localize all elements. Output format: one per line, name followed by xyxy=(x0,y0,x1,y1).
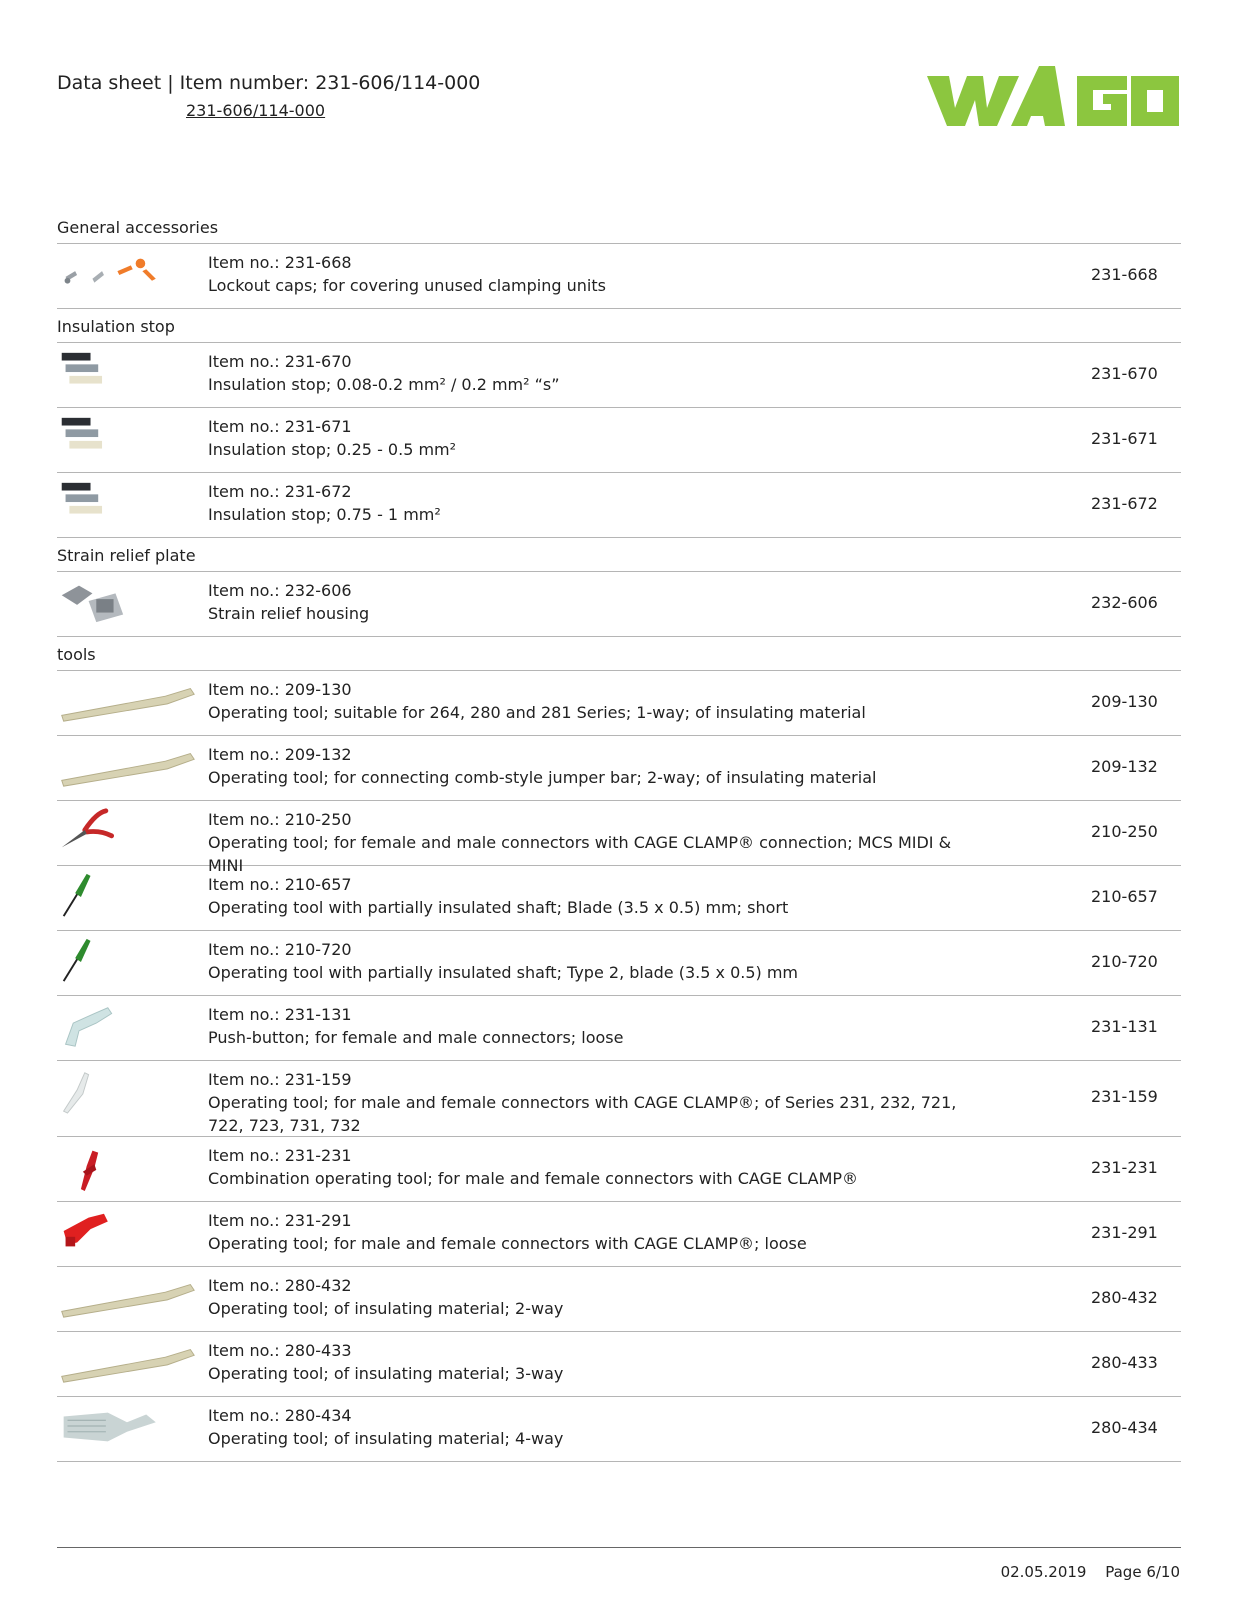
accessory-row xyxy=(57,343,1181,408)
operating-tool-white-icon xyxy=(57,1067,197,1115)
item-number: Item no.: 210-250 xyxy=(208,810,352,829)
item-reference-link[interactable]: 231-131 xyxy=(1091,1017,1158,1036)
item-description: Operating tool; for male and female connectors with CAGE CLAMP®; loose xyxy=(208,1234,807,1253)
item-text xyxy=(208,1003,968,1049)
item-number: Item no.: 231-671 xyxy=(208,417,352,436)
item-description: Operating tool with partially insulated shaft; Type 2, blade (3.5 x 0.5) mm xyxy=(208,963,799,982)
section-heading: tools xyxy=(57,637,1181,671)
accessory-row xyxy=(57,572,1181,637)
footer-date: 02.05.2019 xyxy=(1000,1563,1087,1581)
item-description: Insulation stop; 0.75 - 1 mm² xyxy=(208,505,441,524)
item-number: Item no.: 231-670 xyxy=(208,352,352,371)
item-number: Item no.: 232-606 xyxy=(208,581,352,600)
footer-page-number: Page 6/10 xyxy=(1105,1563,1180,1581)
accessory-row xyxy=(57,736,1181,801)
item-description: Operating tool; for male and female connectors with CAGE CLAMP®; of Series 231, 232, 721, 722, 723, 731, 732 xyxy=(208,1093,957,1135)
item-description: Lockout caps; for covering unused clamping units xyxy=(208,276,606,295)
accessory-row xyxy=(57,1061,1181,1137)
document-title: Data sheet | Item number: 231-606/114-000 xyxy=(57,72,481,94)
item-number-link[interactable]: 231-606/114-000 xyxy=(186,101,326,120)
item-text xyxy=(208,1209,968,1255)
item-description: Operating tool; of insulating material; 3-way xyxy=(208,1364,564,1383)
accessory-row xyxy=(57,866,1181,931)
item-reference-link[interactable]: 280-432 xyxy=(1091,1288,1158,1307)
item-text xyxy=(208,938,968,984)
item-text xyxy=(208,350,968,396)
item-description: Strain relief housing xyxy=(208,604,370,623)
item-reference-link[interactable]: 231-291 xyxy=(1091,1223,1158,1242)
item-reference-link[interactable]: 280-433 xyxy=(1091,1353,1158,1372)
item-reference-link[interactable]: 209-132 xyxy=(1091,757,1158,776)
item-text xyxy=(208,1339,968,1385)
wago-logo xyxy=(927,60,1179,142)
accessory-row xyxy=(57,1332,1181,1397)
accessory-row xyxy=(57,671,1181,736)
item-number: Item no.: 210-720 xyxy=(208,940,352,959)
item-number: Item no.: 231-159 xyxy=(208,1070,352,1089)
item-reference-link[interactable]: 231-671 xyxy=(1091,429,1158,448)
item-number: Item no.: 231-131 xyxy=(208,1005,352,1024)
item-reference-link[interactable]: 210-250 xyxy=(1091,822,1158,841)
item-number: Item no.: 231-291 xyxy=(208,1211,352,1230)
item-description: Operating tool; of insulating material; 4-way xyxy=(208,1429,564,1448)
item-description: Combination operating tool; for male and female connectors with CAGE CLAMP® xyxy=(208,1169,859,1188)
item-reference-link[interactable]: 231-670 xyxy=(1091,364,1158,383)
item-number: Item no.: 231-672 xyxy=(208,482,352,501)
item-reference-link[interactable]: 209-130 xyxy=(1091,692,1158,711)
accessory-row xyxy=(57,1137,1181,1202)
accessory-row xyxy=(57,1202,1181,1267)
item-number: Item no.: 231-668 xyxy=(208,253,352,272)
item-text xyxy=(208,743,968,789)
operating-tool-beige-icon xyxy=(57,1338,197,1386)
item-number: Item no.: 231-231 xyxy=(208,1146,352,1165)
accessory-row xyxy=(57,1267,1181,1332)
strain-relief-housing-icon xyxy=(57,578,197,626)
operating-tool-red-icon xyxy=(57,1143,197,1191)
section-heading: Strain relief plate xyxy=(57,538,1181,572)
item-number: Item no.: 209-132 xyxy=(208,745,352,764)
item-text xyxy=(208,1144,968,1190)
item-description: Operating tool with partially insulated shaft; Blade (3.5 x 0.5) mm; short xyxy=(208,898,789,917)
accessory-row xyxy=(57,1397,1181,1462)
accessory-row xyxy=(57,408,1181,473)
item-text xyxy=(208,873,968,919)
item-description: Operating tool; for female and male connectors with CAGE CLAMP® connection; MCS MIDI & MINI xyxy=(208,833,952,875)
item-text xyxy=(208,579,968,625)
section-heading: Insulation stop xyxy=(57,309,1181,343)
pliers-icon xyxy=(57,807,197,855)
insulation-stop-icon xyxy=(57,479,197,527)
item-reference-link[interactable]: 210-657 xyxy=(1091,887,1158,906)
item-number: Item no.: 280-432 xyxy=(208,1276,352,1295)
item-reference-link[interactable]: 210-720 xyxy=(1091,952,1158,971)
item-text xyxy=(208,480,968,526)
item-description: Insulation stop; 0.25 - 0.5 mm² xyxy=(208,440,457,459)
item-reference-link[interactable]: 231-668 xyxy=(1091,265,1158,284)
operating-tool-beige-icon xyxy=(57,677,197,725)
item-text xyxy=(208,678,968,724)
item-description: Insulation stop; 0.08-0.2 mm² / 0.2 mm² “s” xyxy=(208,375,560,394)
operating-tool-beige-icon xyxy=(57,1273,197,1321)
accessory-row xyxy=(57,244,1181,309)
item-text xyxy=(208,1274,968,1320)
item-description: Push-button; for female and male connectors; loose xyxy=(208,1028,624,1047)
item-number: Item no.: 280-434 xyxy=(208,1406,352,1425)
item-text xyxy=(208,415,968,461)
accessories-table xyxy=(57,210,1181,1462)
operating-tool-beige-icon xyxy=(57,742,197,790)
accessory-row xyxy=(57,801,1181,875)
item-reference-link[interactable]: 231-231 xyxy=(1091,1158,1158,1177)
item-description: Operating tool; for connecting comb-style jumper bar; 2-way; of insulating material xyxy=(208,768,877,787)
item-number: Item no.: 280-433 xyxy=(208,1341,352,1360)
item-description: Operating tool; suitable for 264, 280 and 281 Series; 1-way; of insulating material xyxy=(208,703,866,722)
item-reference-link[interactable]: 231-159 xyxy=(1091,1087,1158,1106)
accessory-row xyxy=(57,473,1181,538)
page-footer xyxy=(1001,1563,1180,1581)
section-heading: General accessories xyxy=(57,210,1181,244)
accessory-row xyxy=(57,931,1181,996)
item-reference-link[interactable]: 232-606 xyxy=(1091,593,1158,612)
insulation-stop-icon xyxy=(57,414,197,462)
operating-tool-comb-icon xyxy=(57,1403,197,1451)
screwdriver-green-icon xyxy=(57,872,197,920)
item-description: Operating tool; of insulating material; 2-way xyxy=(208,1299,564,1318)
lockout-caps-icon xyxy=(57,250,197,298)
item-number: Item no.: 209-130 xyxy=(208,680,352,699)
insulation-stop-icon xyxy=(57,349,197,397)
operating-tool-red-block-icon xyxy=(57,1208,197,1256)
screwdriver-green-icon xyxy=(57,937,197,985)
item-text xyxy=(208,1068,968,1137)
item-reference-link[interactable]: 280-434 xyxy=(1091,1418,1158,1437)
item-text xyxy=(208,251,968,297)
push-button-icon xyxy=(57,1002,197,1050)
item-number: Item no.: 210-657 xyxy=(208,875,352,894)
footer-divider xyxy=(57,1547,1181,1548)
accessory-row xyxy=(57,996,1181,1061)
item-text xyxy=(208,1404,968,1450)
item-reference-link[interactable]: 231-672 xyxy=(1091,494,1158,513)
